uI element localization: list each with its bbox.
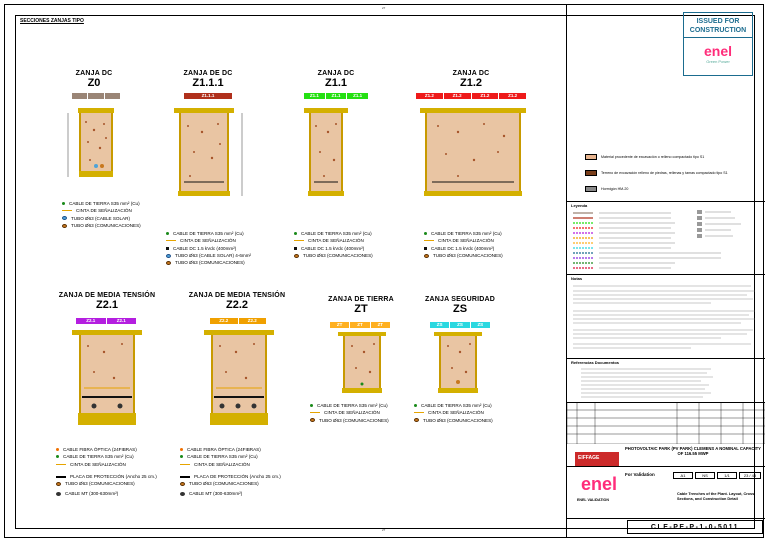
grid-mark-bottom: 27: [382, 528, 386, 532]
ground-cable-icon: [424, 232, 427, 235]
signal-tape-icon: [414, 412, 424, 413]
material-key-2: Terreno de excavación relleno de piedras, rellenas y tamas compactado tipo S1: [585, 170, 728, 176]
comms-duct-icon: [294, 254, 299, 258]
legend-zt: CABLE DE TIERRA S35 mm² (Cu) CINTA DE SEÑALIZACIÓN TUBO Ø63 (COMUNICACIONES): [310, 402, 389, 424]
protection-plate-icon: [56, 476, 66, 478]
comms-duct-icon: [424, 254, 429, 258]
trench-title-z22: ZANJA DE MEDIA TENSIÓN Z2.2: [188, 292, 286, 311]
ground-cable-icon: [310, 404, 313, 407]
legend-z22: CABLE FIBRA ÓPTICA (24FIBRAS) CABLE DE TIERRA S35 mm² (Cu) CINTA DE SEÑALIZACIÓN PLACA DE PROTECCIÓN (Ancho 25 cm.) TUBO Ø63 (COMUNICACIONES) CABLE MT (300-630mm²): [180, 446, 281, 498]
trench-title-zs: ZANJA SEGURIDAD ZS: [424, 296, 496, 315]
references-list: [571, 366, 761, 400]
enel-validation: ENEL VALIDATION: [577, 498, 609, 502]
enel-logo-bottom: enel: [581, 474, 618, 494]
signal-tape-icon: [180, 464, 190, 465]
ground-cable-icon: [294, 232, 297, 235]
trench-tag-zs: ZS ZS ZS: [430, 322, 490, 328]
sheet-info-row: A1 NS 1/1 23 / 43: [673, 472, 761, 479]
signal-tape-icon: [56, 464, 66, 465]
trench-title-z11: ZANJA DC Z1.1: [317, 70, 355, 89]
trench-section-zs: [430, 330, 490, 400]
material-key-3: Hormigón HM-20: [585, 186, 628, 192]
notes-text-block: [571, 284, 761, 354]
trench-tag-z12: Z1.2 Z1.2 Z1.2 Z1.2: [416, 93, 526, 99]
trench-tag-zt: ZT ZT ZT: [330, 322, 390, 328]
trench-section-z11: [298, 102, 362, 206]
trench-section-z22: [198, 326, 282, 438]
mv-cable-icon: [180, 492, 185, 496]
issued-stamp: ISSUED FOR CONSTRUCTION enel Green Power: [683, 12, 753, 76]
legend-z0: CABLE DE TIERRA S35 mm² (Cu) CINTA DE SEÑALIZACIÓN TUBO Ø63 (CABLE SOLAR) TUBO Ø63 (COMUNICACIONES): [62, 200, 141, 229]
signal-tape-icon: [310, 412, 320, 413]
solar-duct-icon: [166, 254, 171, 258]
material-key-1: Material procedente de excavación o relleno compactado tipo S1: [585, 154, 704, 160]
solar-duct-icon: [62, 216, 67, 220]
signal-tape-icon: [166, 240, 176, 241]
trench-title-z12: ZANJA DC Z1.2: [452, 70, 490, 89]
trench-title-z111: ZANJA DE DC Z1.1.1: [183, 70, 233, 89]
trench-tag-z11: Z1.1 Z1.1 Z1.1: [304, 93, 368, 99]
title-block-panel: [566, 4, 764, 538]
references-section-title: Referencias Documentos: [571, 360, 620, 365]
signal-tape-icon: [424, 240, 434, 241]
ground-cable-icon: [414, 404, 417, 407]
comms-duct-icon: [166, 261, 171, 265]
mv-cable-icon: [56, 492, 61, 496]
comms-duct-icon: [310, 418, 315, 422]
comms-duct-icon: [56, 482, 61, 486]
notes-section-title: Notas: [571, 276, 583, 281]
dc-cable-icon: [166, 247, 169, 250]
legend-section-title: Leyenda: [571, 203, 588, 208]
trench-section-zt: [334, 330, 394, 400]
trench-title-z0: ZANJA DC Z0: [75, 70, 113, 89]
document-code: CLE-PE-P-1-0-5011: [627, 520, 763, 534]
trench-tag-z22: Z2.2 Z2.2: [210, 318, 266, 324]
trench-title-z21: ZANJA DE MEDIA TENSIÓN Z2.1: [58, 292, 156, 311]
eiffage-logo: EIFFAGE: [575, 452, 619, 466]
trench-section-z12: [418, 102, 528, 206]
trench-tag-z111: Z1.1.1: [184, 93, 232, 99]
validation-status: For Validation: [625, 472, 655, 477]
trench-section-z0: [60, 102, 140, 192]
legend-z111: CABLE DE TIERRA S35 mm² (Cu) CINTA DE SEÑALIZACIÓN CABLE DC 1.5 kVdc (400mm²) TUBO Ø63 (CABLE SOLAR) 4-6mm² TUBO Ø63 (COMUNICACIONES): [166, 230, 251, 266]
ground-cable-icon: [62, 202, 65, 205]
trench-tag-z0: [72, 93, 120, 99]
trench-section-z111: [168, 102, 252, 206]
ground-cable-icon: [180, 455, 183, 458]
trench-tag-z21: Z2.1 Z2.1: [76, 318, 136, 324]
ground-cable-icon: [166, 232, 169, 235]
project-title: PHOTOVOLTAIC PARK (PV PARK) CLEMENS A NOMINAL CAPACITY OF 116.55 MWP: [625, 446, 761, 456]
comms-duct-icon: [414, 418, 419, 422]
signal-tape-icon: [62, 210, 72, 211]
trench-title-zt: ZANJA DE TIERRA ZT: [328, 296, 394, 315]
comms-duct-icon: [62, 224, 67, 228]
comms-duct-icon: [180, 482, 185, 486]
legend-zs: CABLE DE TIERRA S35 mm² (Cu) CINTA DE SEÑALIZACIÓN TUBO Ø63 (COMUNICACIONES): [414, 402, 493, 424]
section-header: SECCIONES ZANJAS TIPO: [20, 18, 84, 24]
cable-type-legend: [571, 210, 761, 272]
ground-cable-icon: [56, 455, 59, 458]
revision-table: [567, 402, 765, 444]
grid-mark-top: 27: [382, 6, 386, 10]
fiber-cable-icon: [180, 448, 183, 451]
dc-cable-icon: [294, 247, 297, 250]
legend-z21: CABLE FIBRA ÓPTICA (24FIBRAS) CABLE DE TIERRA S35 mm² (Cu) CINTA DE SEÑALIZACIÓN PLACA DE PROTECCIÓN (Ancho 25 cm.) TUBO Ø63 (COMUNICACIONES) CABLE MT (300-630mm²): [56, 446, 157, 498]
legend-z11: CABLE DE TIERRA S35 mm² (Cu) CINTA DE SEÑALIZACIÓN CABLE DC 1.5 kVdc (400mm²) TUBO Ø63 (COMUNICACIONES): [294, 230, 373, 259]
fiber-cable-icon: [56, 448, 59, 451]
sheet-title: Cable Trenches of the Plant. Layout, Cross Sections, and Construction Detail: [677, 492, 755, 501]
signal-tape-icon: [294, 240, 304, 241]
trench-section-z21: [66, 326, 150, 438]
enel-logo: enel: [703, 43, 732, 59]
dc-cable-icon: [424, 247, 427, 250]
legend-z12: CABLE DE TIERRA S35 mm² (Cu) CINTA DE SEÑALIZACIÓN CABLE DC 1.5 kVdc (400mm²) TUBO Ø63 (COMUNICACIONES): [424, 230, 503, 259]
protection-plate-icon: [180, 476, 190, 478]
